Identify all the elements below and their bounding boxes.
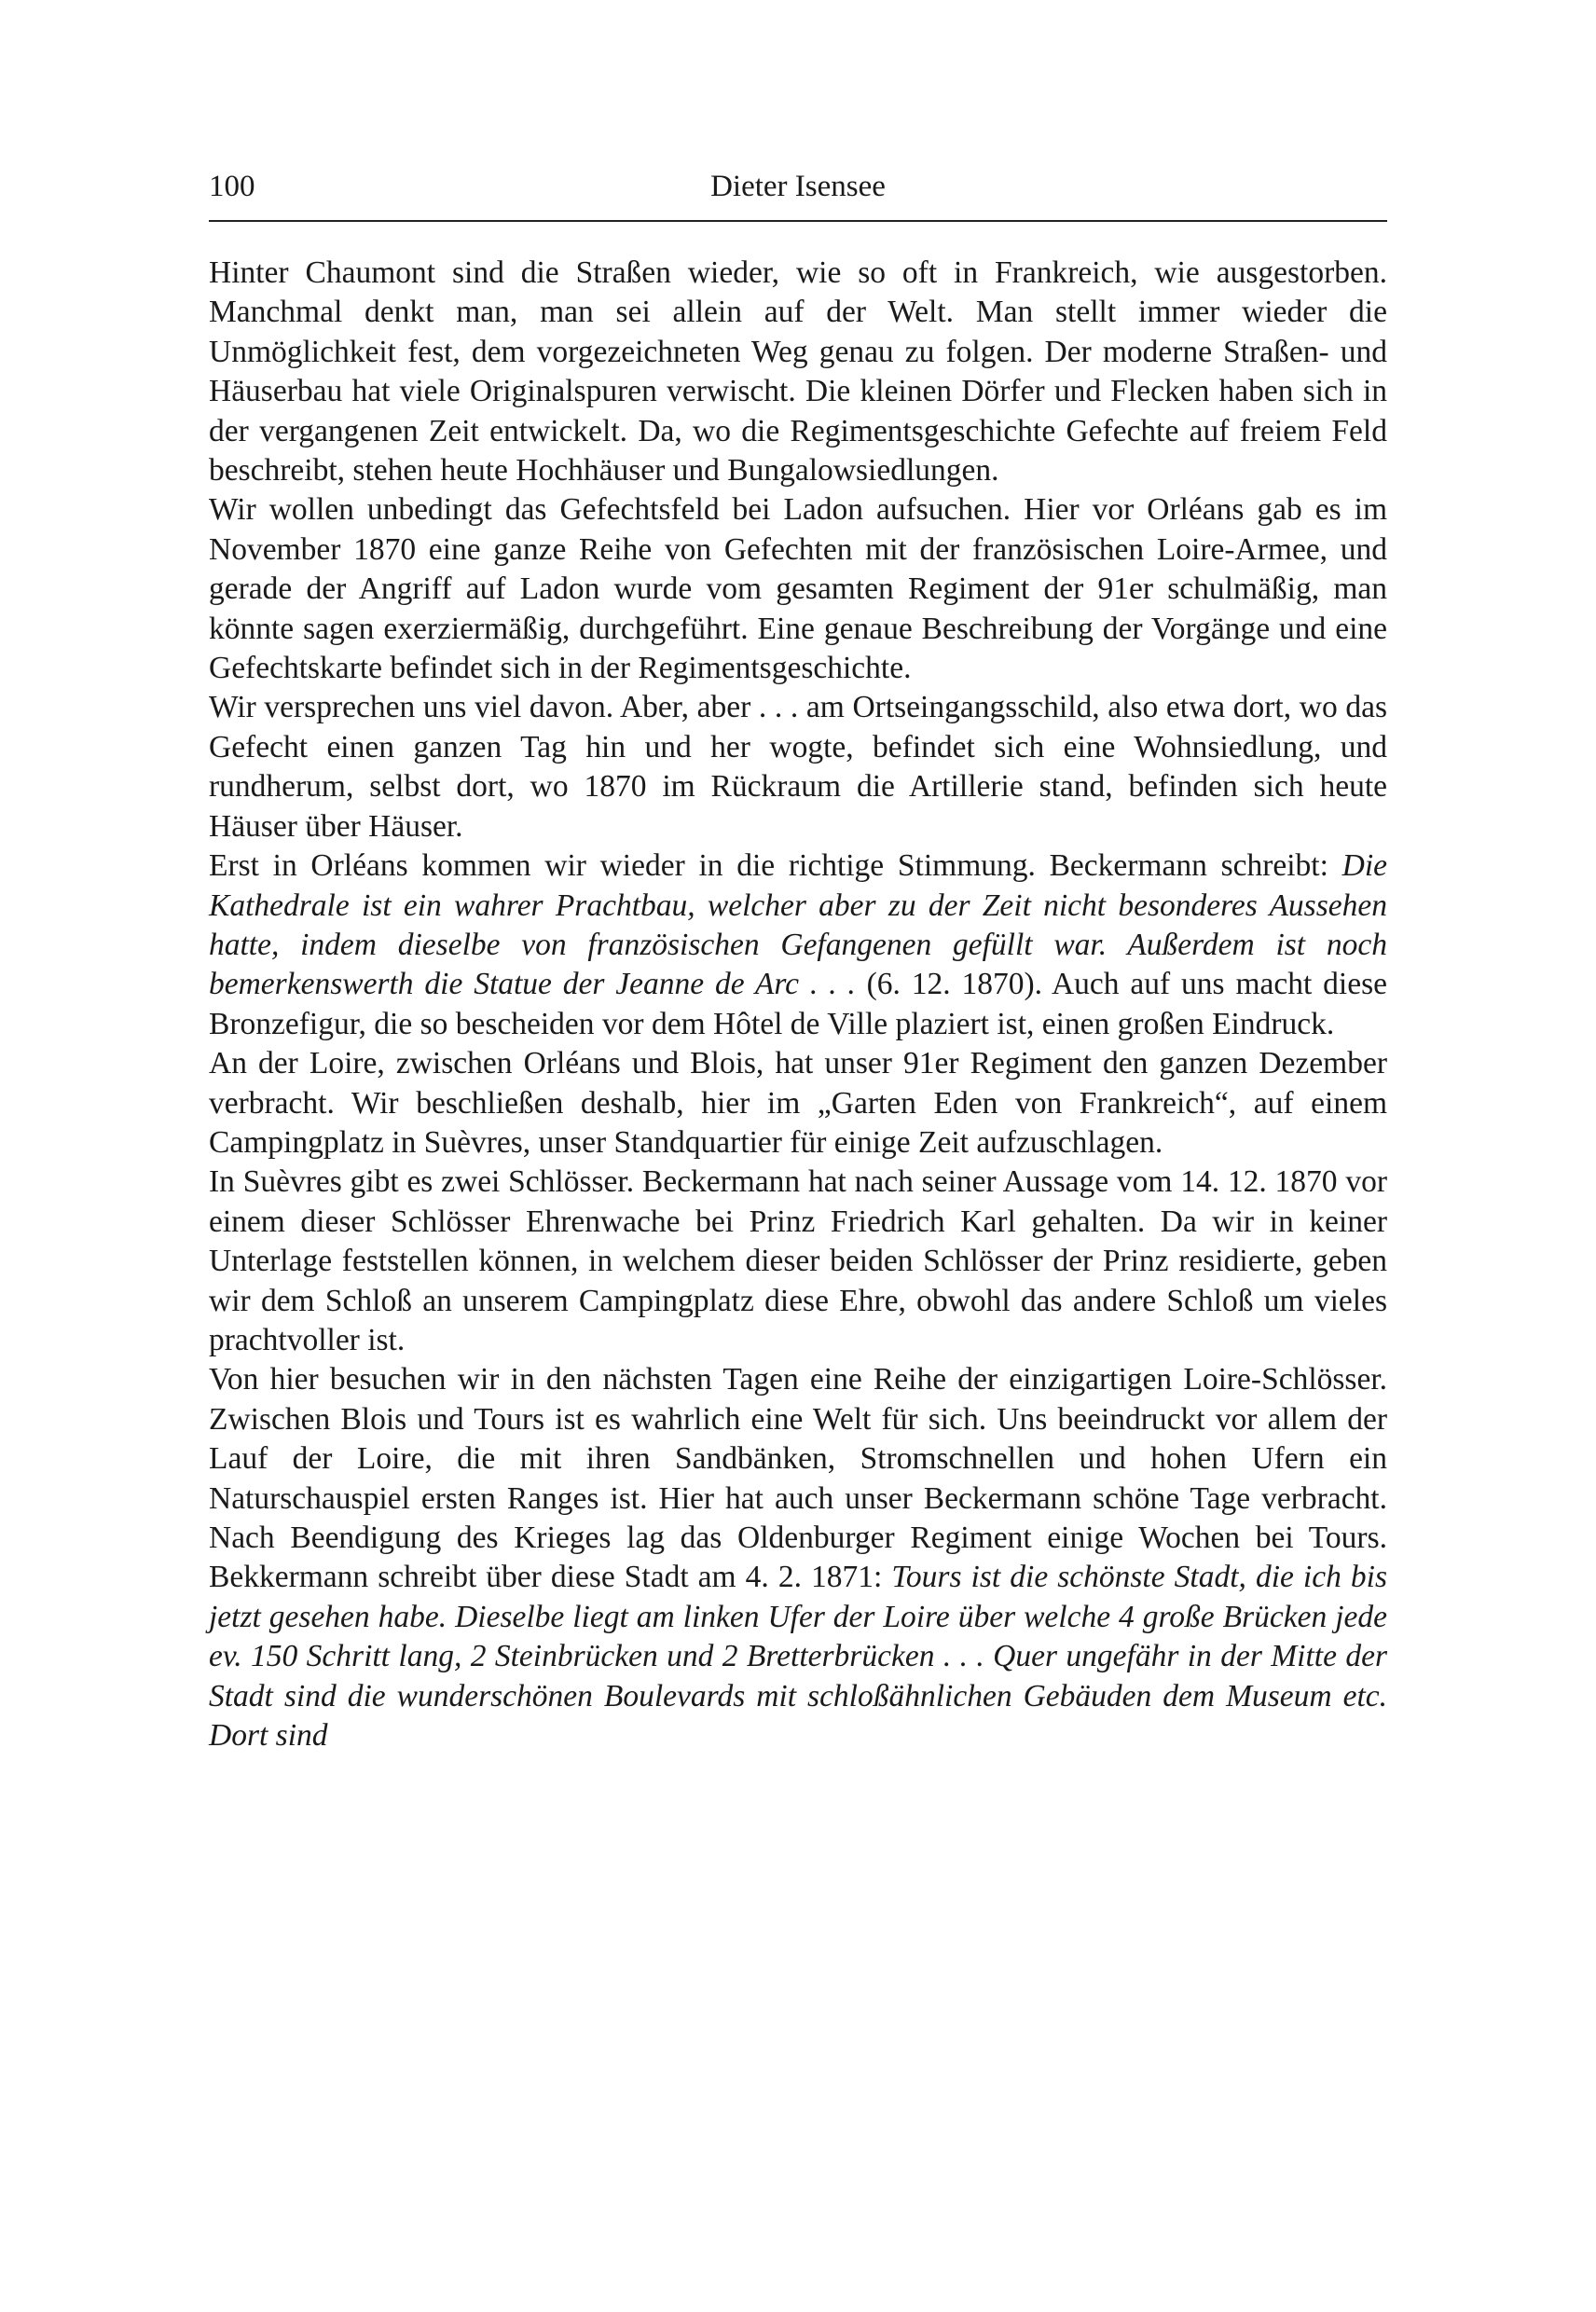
- paragraph-3: [209, 688, 1387, 846]
- paragraph-4-segment-1: Erst in Orléans kommen wir wieder in die richtige Stimmung. Beckermann schreibt:: [209, 848, 1342, 884]
- paragraph-6: [209, 1163, 1387, 1360]
- paragraph-7: [209, 1360, 1387, 1755]
- paragraph-2-segment-1: Wir wollen unbedingt das Gefechtsfeld bei Ladon aufsuchen. Hier vor Orléans gab es im November 1870 eine ganze Reihe von Gefechten mit der französischen Loire-Armee, und gerade der Angriff auf Ladon wurde vom gesamten Regiment der 91er schulmäßig, man könnte sagen exerziermäßig, durchgeführt. Eine genaue Beschreibung der Vorgänge und eine Gefechtskarte befindet sich in der Regimentsgeschichte.: [209, 492, 1387, 686]
- paragraph-1-segment-1: Hinter Chaumont sind die Straßen wieder, wie so oft in Frankreich, wie ausgestorben. Manchmal denkt man, man sei allein auf der Welt. Man stellt immer wieder die Unmöglichkeit fest, dem vorgezeichneten Weg genau zu folgen. Der moderne Straßen- und Häuserbau hat viele Originalspuren verwischt. Die kleinen Dörfer und Flecken haben sich in der vergangenen Zeit entwickelt. Da, wo die Regimentsgeschichte Gefechte auf freiem Feld beschreibt, stehen heute Hochhäuser und Bungalowsiedlungen.: [209, 255, 1387, 489]
- paragraph-6-segment-1: In Suèvres gibt es zwei Schlösser. Beckermann hat nach seiner Aussage vom 14. 12. 1870 vor einem dieser Schlösser Ehrenwache bei Prinz Friedrich Karl gehalten. Da wir in keiner Unterlage feststellen können, in welchem dieser beiden Schlösser der Prinz residierte, geben wir dem Schloß an unserem Campingplatz diese Ehre, obwohl das andere Schloß um vieles prachtvoller ist.: [209, 1164, 1387, 1357]
- paragraph-2: [209, 490, 1387, 688]
- running-head: [209, 166, 1387, 207]
- paragraph-5-segment-1: An der Loire, zwischen Orléans und Blois, hat unser 91er Regiment den ganzen Dezember verbracht. Wir beschließen deshalb, hier im „Garten Eden von Frankreich“, auf einem Campingplatz in Suèvres, unser Standquartier für einige Zeit aufzuschlagen.: [209, 1046, 1387, 1160]
- body-text: [209, 254, 1387, 1755]
- paragraph-1: [209, 254, 1387, 490]
- paragraph-4-segment-3: (6. 12. 1870). Auch auf uns macht diese Bronzefigur, die so bescheiden vor dem Hôtel de Ville plaziert ist, einen großen Eindruck.: [209, 967, 1387, 1041]
- header-author: Dieter Isensee: [710, 170, 886, 203]
- paragraph-3-segment-1: Wir versprechen uns viel davon. Aber, aber . . . am Ortseingangsschild, also etwa dort, wo das Gefecht einen ganzen Tag hin und her wogte, befindet sich eine Wohnsiedlung, und rundherum, selbst dort, wo 1870 im Rückraum die Artillerie stand, befinden sich heute Häuser über Häuser.: [209, 690, 1387, 844]
- page-number: 100: [209, 170, 255, 203]
- paragraph-7-quote: Tours ist die schönste Stadt, die ich bis jetzt gesehen habe. Dieselbe liegt am linken Ufer der Loire über welche 4 große Brücken jede ev. 150 Schritt lang, 2 Steinbrücken und 2 Bretterbrücken . . . Quer ungefähr in der Mitte der Stadt sind die wunderschönen Boulevards mit schloßähnlichen Gebäuden dem Museum etc. Dort sind: [209, 1560, 1387, 1754]
- paragraph-5: [209, 1044, 1387, 1163]
- paragraph-4: [209, 846, 1387, 1044]
- header-rule: [209, 220, 1387, 222]
- paragraph-7-segment-1: Von hier besuchen wir in den nächsten Tagen eine Reihe der einzigartigen Loire-Schlösser. Zwischen Blois und Tours ist es wahrlich eine Welt für sich. Uns beeindruckt vor allem der Lauf der Loire, die mit ihren Sandbänken, Stromschnellen und hohen Ufern ein Naturschauspiel ersten Ranges ist. Hier hat auch unser Beckermann schöne Tage verbracht. Nach Beendigung des Krieges lag das Oldenburger Regiment einige Wochen bei Tours. Bekkermann schreibt über diese Stadt am 4. 2. 1871:: [209, 1362, 1387, 1595]
- paragraph-4-quote: Die Kathedrale ist ein wahrer Prachtbau, welcher aber zu der Zeit nicht besonderes Aussehen hatte, indem dieselbe von französischen Gefangenen gefüllt war. Außerdem ist noch bemerkenswerth die Statue der Jeanne de Arc . . .: [209, 848, 1387, 1002]
